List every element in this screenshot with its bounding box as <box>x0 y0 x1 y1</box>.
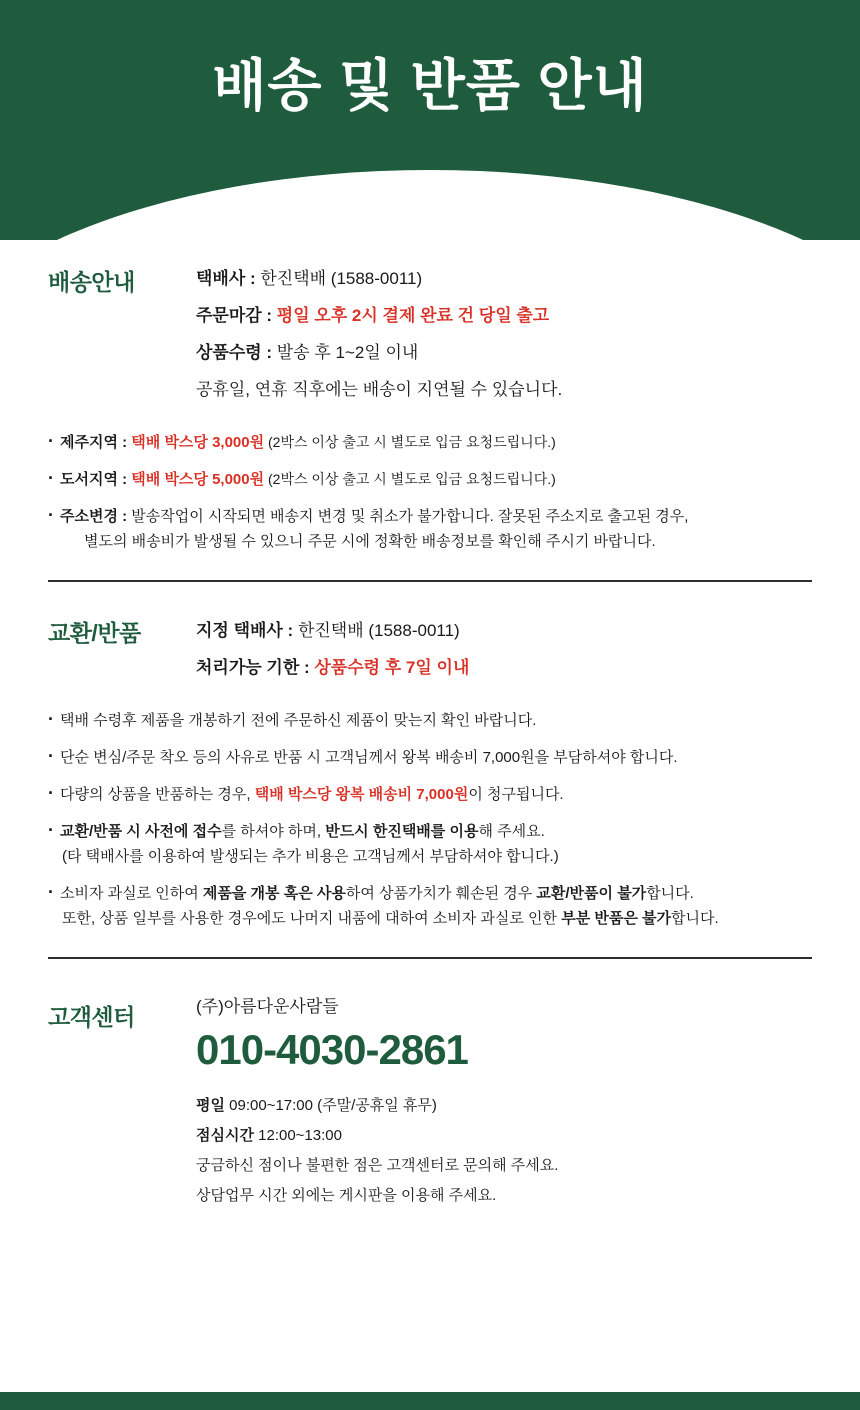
delivery-line <box>196 260 812 297</box>
exchange-bullets <box>48 708 812 931</box>
bullet-key: 주소변경 : <box>60 508 132 525</box>
bullet-rest: (2박스 이상 출고 시 별도로 입금 요청드립니다.) <box>264 434 556 450</box>
exchange-bullet <box>48 708 812 733</box>
exchange-bullet <box>48 819 812 869</box>
delivery-section-label: 배송안내 <box>48 269 135 295</box>
exchange-section-label: 교환/반품 <box>48 620 141 646</box>
divider <box>48 580 812 582</box>
bullet-red: 택배 박스당 3,000원 <box>131 434 265 451</box>
customer-center-note: 궁금하신 점이나 불편한 점은 고객센터로 문의해 주세요. <box>196 1157 559 1174</box>
exchange-line-key: 처리가능 기한 : <box>196 658 315 677</box>
lunch-hours <box>196 1121 812 1151</box>
delivery-lines <box>196 260 812 408</box>
bullet-bold-2: 반드시 한진택배를 이용 <box>325 823 479 840</box>
bullet-bold-2: 교환/반품이 불가 <box>536 885 647 902</box>
customer-center-label: 고객센터 <box>48 1004 135 1030</box>
exchange-bullet <box>48 782 812 807</box>
bullet-post: 합니다. <box>646 885 694 902</box>
bullet-mid: 를 하셔야 하며, <box>221 823 326 840</box>
business-hours <box>196 1091 812 1121</box>
bullet-key: 도서지역 : <box>60 471 132 488</box>
customer-center-body <box>196 993 812 1211</box>
exchange-lines <box>196 612 812 686</box>
bullet-subline-a: 또한, 상품 일부를 사용한 경우에도 나머지 내품에 대하여 소비자 과실로 인한 <box>62 910 562 927</box>
bullet-subline: (타 택배사를 이용하여 발생되는 추가 비용은 고객님께서 부담하셔야 합니다.) <box>62 848 559 865</box>
exchange-bullet <box>48 881 812 931</box>
footer-bar <box>0 1392 860 1410</box>
bullet-key: 제주지역 : <box>60 434 132 451</box>
bullet-post: 해 주세요. <box>478 823 545 840</box>
bullet-rest: 발송작업이 시작되면 배송지 변경 및 취소가 불가합니다. 잘못된 주소지로 출고된 경우, <box>131 508 689 525</box>
delivery-line-key: 택배사 : <box>196 269 261 288</box>
delivery-bullets <box>48 430 812 554</box>
bullet-subline-c: 합니다. <box>670 910 719 927</box>
delivery-line-key: 주문마감 : <box>196 306 277 325</box>
bullet-subline <box>60 906 812 931</box>
header-curve-decoration <box>0 170 860 240</box>
delivery-line-value: 한진택배 (1588-0011) <box>260 269 423 288</box>
bullet-bold-1: 교환/반품 시 사전에 접수 <box>60 823 222 840</box>
bullet-post: 이 청구됩니다. <box>468 786 564 803</box>
bullet-mid: 하여 상품가치가 훼손된 경우 <box>345 885 537 902</box>
lunch-hours-label: 점심시간 <box>196 1127 254 1144</box>
exchange-line-value: 상품수령 후 7일 이내 <box>314 658 470 677</box>
bullet-rest-second-line: 별도의 배송비가 발생될 수 있으니 주문 시에 정확한 배송정보를 확인해 주시기 바랍니다. <box>84 533 656 550</box>
page-header <box>0 0 860 240</box>
delivery-bullet <box>48 504 812 554</box>
delivery-line-value: 공휴일, 연휴 직후에는 배송이 지연될 수 있습니다. <box>196 380 563 399</box>
exchange-line-key: 지정 택배사 : <box>196 621 298 640</box>
lunch-hours-value: 12:00~13:00 <box>253 1127 342 1144</box>
delivery-line-key: 상품수령 : <box>196 343 277 362</box>
bullet-subline-bold: 부분 반품은 불가 <box>561 910 671 927</box>
delivery-line <box>196 371 812 408</box>
bullet-bold-1: 제품을 개봉 혹은 사용 <box>202 885 346 902</box>
customer-center-note: 상담업무 시간 외에는 게시판을 이용해 주세요. <box>196 1187 497 1204</box>
bullet-text: 단순 변심/주문 착오 등의 사유로 반품 시 고객님께서 왕복 배송비 7,000원을 부담하셔야 합니다. <box>60 749 678 766</box>
delivery-bullet <box>48 467 812 492</box>
delivery-bullet <box>48 430 812 455</box>
customer-center-phone[interactable]: 010-4030-2861 <box>196 1026 468 1073</box>
page-title: 배송 및 반품 안내 <box>212 54 648 117</box>
customer-center-section <box>48 993 812 1211</box>
exchange-section <box>48 612 812 686</box>
delivery-line <box>196 334 812 371</box>
company-name: (주)아름다운사람들 <box>196 997 339 1016</box>
bullet-text: 택배 수령후 제품을 개봉하기 전에 주문하신 제품이 맞는지 확인 바랍니다. <box>60 712 537 729</box>
bullet-pre: 다량의 상품을 반품하는 경우, <box>60 786 255 803</box>
exchange-line-value: 한진택배 (1588-0011) <box>297 621 460 640</box>
delivery-section <box>48 260 812 408</box>
business-hours-label: 평일 <box>196 1097 225 1114</box>
divider <box>48 957 812 959</box>
bullet-red: 택배 박스당 왕복 배송비 7,000원 <box>254 786 469 803</box>
delivery-line-value: 발송 후 1~2일 이내 <box>276 343 419 362</box>
delivery-line <box>196 297 812 334</box>
bullet-rest: (2박스 이상 출고 시 별도로 입금 요청드립니다.) <box>264 471 556 487</box>
bullet-pre: 소비자 과실로 인하여 <box>60 885 203 902</box>
bullet-red: 택배 박스당 5,000원 <box>131 471 265 488</box>
delivery-line-value: 평일 오후 2시 결제 완료 건 당일 출고 <box>276 306 550 325</box>
exchange-line <box>196 649 812 686</box>
exchange-line <box>196 612 812 649</box>
business-hours-value: 09:00~17:00 (주말/공휴일 휴무) <box>224 1097 437 1114</box>
exchange-bullet <box>48 745 812 770</box>
page-content <box>0 260 860 1211</box>
